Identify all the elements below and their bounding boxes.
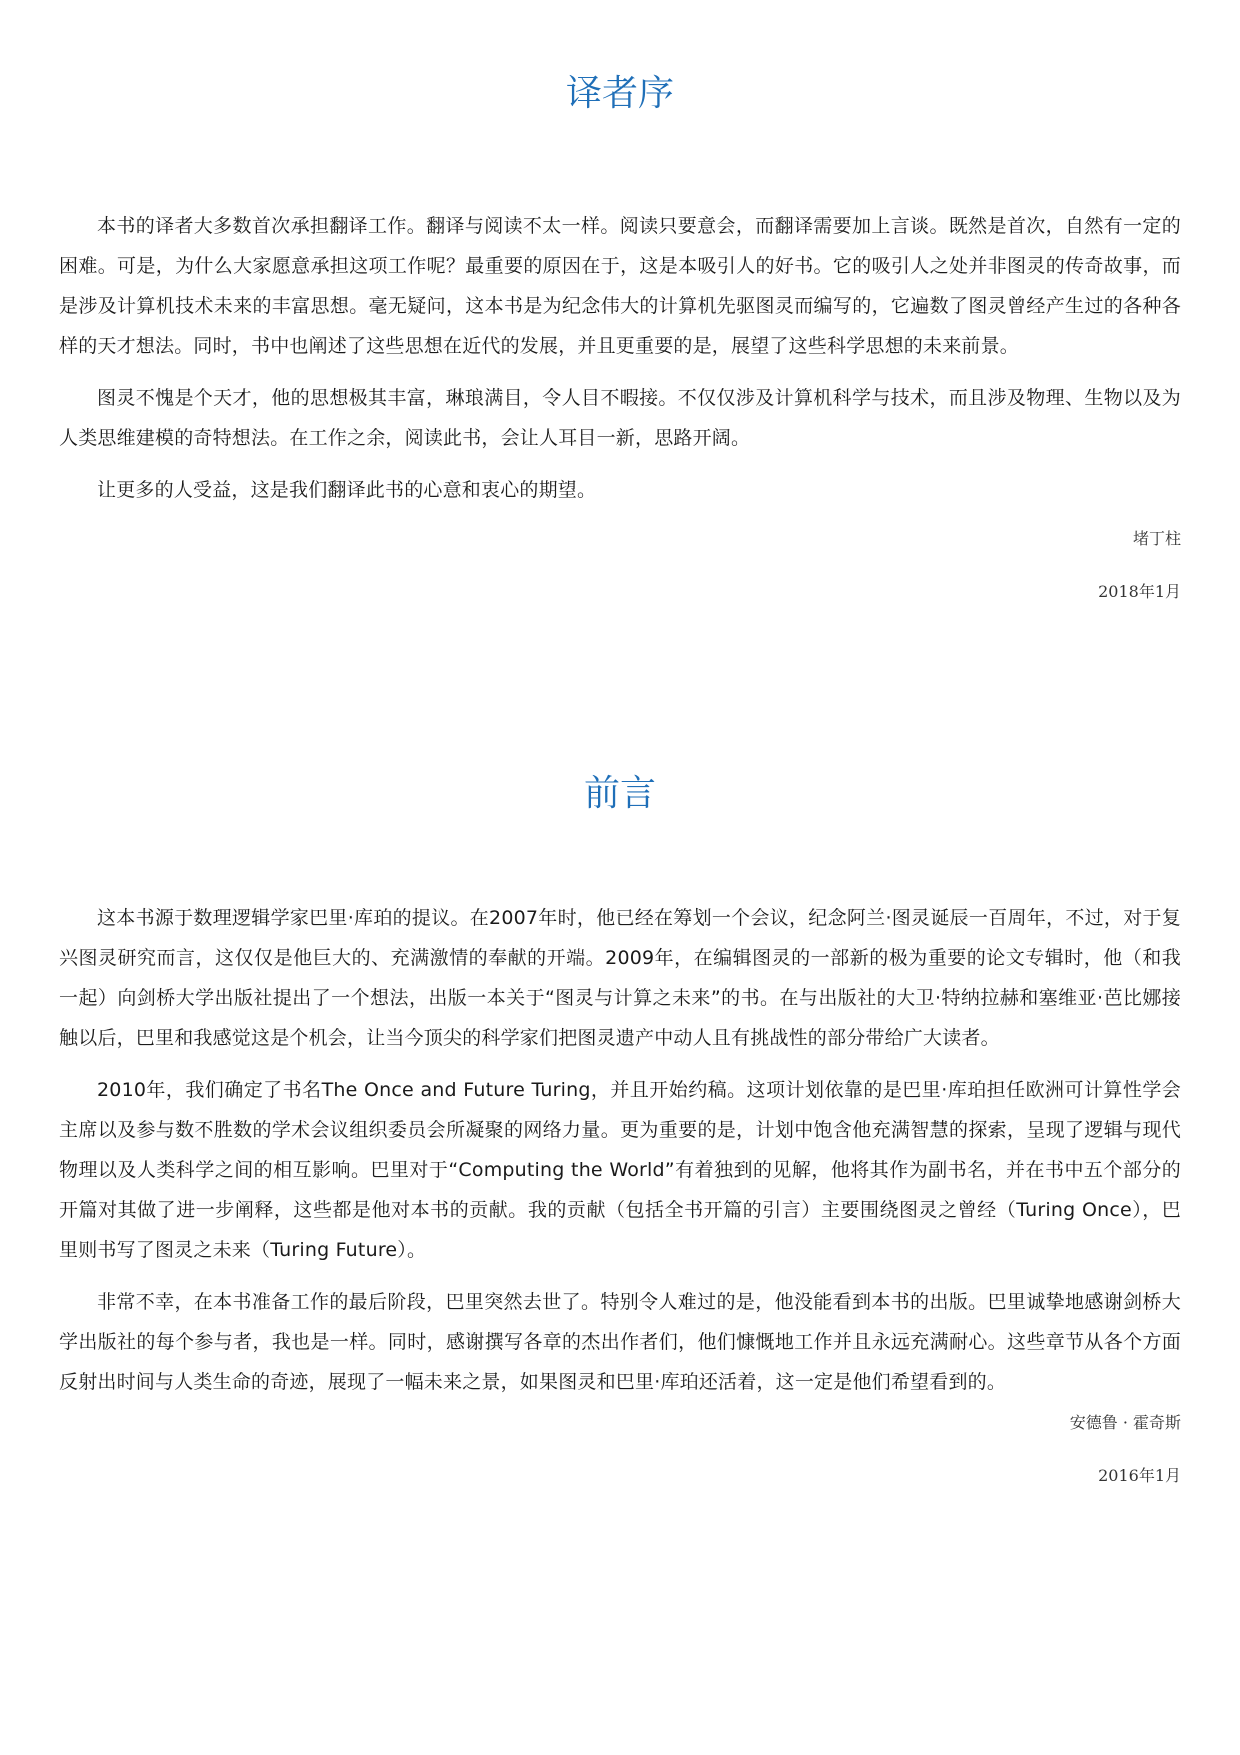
translator-preface-paragraph: 本书的译者大多数首次承担翻译工作。翻译与阅读不太一样。阅读只要意会，而翻译需要加上言谈。既然是首次，自然有一定的困难。可是，为什么大家愿意承担这项工作呢？最重要的原因在于，这是本吸引人的好书。它的吸引人之处并非图灵的传奇故事，而是涉及计算机技术未来的丰富思想。毫无疑问，这本书是为纪念伟大的计算机先驱图灵而编写的，它遍数了图灵曾经产生过的各种各样的天才想法。同时，书中也阐述了这些思想在近代的发展，并且更重要的是，展望了这些科学思想的未来前景。 [59, 215, 1181, 357]
preface-title: 前言 [583, 773, 656, 814]
preface-paragraph: 非常不幸，在本书准备工作的最后阶段，巴里突然去世了。特别令人难过的是，他没能看到本书的出版。巴里诚挚地感谢剑桥大学出版社的每个参与者，我也是一样。同时，感谢撰写各章的杰出作者们，他们慷慨地工作并且永远充满耐心。这些章节从各个方面反射出时间与人类生命的奇迹，展现了一幅未来之景，如果图灵和巴里·库珀还活着，这一定是他们希望看到的。 [59, 1291, 1181, 1393]
translator-preface-paragraph: 让更多的人受益，这是我们翻译此书的心意和衷心的期望。 [97, 479, 597, 501]
translator-preface-date: 2018年1月 [1098, 582, 1181, 601]
translator-preface-paragraph: 图灵不愧是个天才，他的思想极其丰富，琳琅满目，令人目不暇接。不仅仅涉及计算机科学与技术，而且涉及物理、生物以及为人类思维建模的奇特想法。在工作之余，阅读此书，会让人耳目一新，思路开阔。 [59, 387, 1181, 449]
preface-paragraph: 这本书源于数理逻辑学家巴里·库珀的提议。在2007年时，他已经在筹划一个会议，纪念阿兰·图灵诞辰一百周年，不过，对于复兴图灵研究而言，这仅仅是他巨大的、充满激情的奉献的开端。2009年，在编辑图灵的一部新的极为重要的论文专辑时，他（和我一起）向剑桥大学出版社提出了一个想法，出版一本关于“图灵与计算之未来”的书。在与出版社的大卫·特纳拉赫和塞维亚·芭比娜接触以后，巴里和我感觉这是个机会，让当今顶尖的科学家们把图灵遗产中动人且有挑战性的部分带给广大读者。 [59, 907, 1181, 1049]
preface-section [59, 770, 1181, 1486]
preface-date: 2016年1月 [1098, 1466, 1181, 1485]
translator-preface-section [59, 70, 1181, 602]
translator-name: 堵丁柱 [1132, 529, 1181, 548]
translator-preface-title: 译者序 [565, 73, 674, 114]
preface-paragraph: 2010年，我们确定了书名The Once and Future Turing，并且开始约稿。这项计划依靠的是巴里·库珀担任欧洲可计算性学会主席以及参与数不胜数的学术会议组织委员会所凝聚的网络力量。更为重要的是，计划中饱含他充满智慧的探索，呈现了逻辑与现代物理以及人类科学之间的相互影响。巴里对于“Computing the World”有着独到的见解，他将其作为副书名，并在书中五个部分的开篇对其做了进一步阐释，这些都是他对本书的贡献。我的贡献（包括全书开篇的引言）主要围绕图灵之曾经（Turing Once），巴里则书写了图灵之未来（Turing Future）。 [59, 1079, 1181, 1261]
author-name: 安德鲁 · 霍奇斯 [1069, 1413, 1181, 1432]
